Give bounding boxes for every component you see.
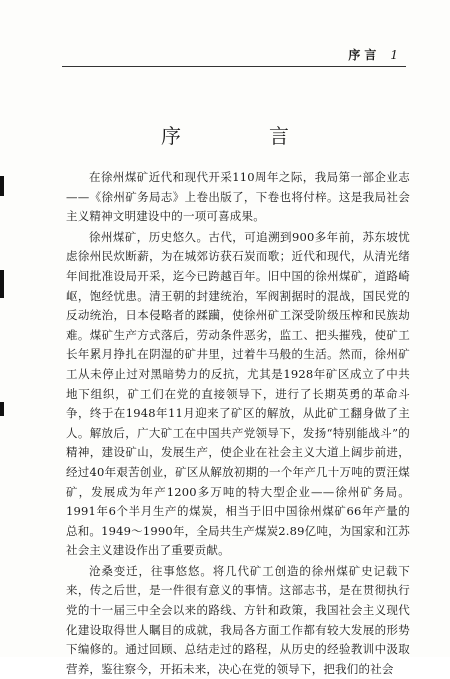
binding-mark — [0, 402, 4, 416]
binding-mark — [0, 270, 4, 298]
paragraph: 徐州煤矿，历史悠久。古代，可追溯到900多年前，苏东坡忧虑徐州民炊断薪，为在城郊访获石炭而歌；近代和现代，从清光绪年间批准设局开采，迄今已跨越百年。旧中国的徐州煤矿，道路崎岖，饱经忧患。清王朝的封建统治，军阀割据时的混战，国民党的反动统治，日本侵略者的蹂躏，使徐州矿工深受阶级压榨和民族劫难。煤矿生产方式落后，劳动条件恶劣，监工、把头摧残，使矿工长年累月挣扎在阴湿的矿井里，过着牛马般的生活。然而，徐州矿工从未停止过对黑暗势力的反抗，尤其是1928年矿区成立了中共地下组织，矿工们在党的直接领导下，进行了长期英勇的革命斗争，终于在1948年11月迎来了矿区的解放，从此矿工翻身做了主人。解放后，广大矿工在中国共产党领导下，发扬“特别能战斗”的精神，建设矿山，发展生产，使企业在社会主义大道上阔步前进，经过40年艰苦创业，矿区从解放初期的一个年产几十万吨的贾汪煤矿，发展成为年产1200多万吨的特大型企业——徐州矿务局。1991年6个半月生产的煤炭，相当于旧中国徐州煤矿66年产量的总和。1949～1990年，全局共生产煤炭2.89亿吨，为国家和江苏社会主义建设作出了重要贡献。 — [66, 229, 410, 558]
page-number: 1 — [390, 48, 398, 62]
binding-mark — [0, 176, 4, 196]
header-rule — [62, 66, 406, 67]
paragraph: 在徐州煤矿近代和现代开采110周年之际，我局第一部企业志——《徐州矿务局志》上卷出版了，下卷也将付梓。这是我局社会主义精神文明建设中的一项可喜成果。 — [66, 170, 410, 224]
running-header-section: 序言 — [348, 48, 381, 62]
body-text — [66, 168, 410, 679]
running-header — [348, 46, 398, 63]
paragraph: 沧桑变迁，往事悠悠。将几代矿工创造的徐州煤矿史记载下来，传之后世，是一件很有意义的事情。这部志书，是在贯彻执行党的十一届三中全会以来的路线、方针和政策，我国社会主义现代化建设取得世人瞩目的成就，我局各方面工作都有较大发展的形势下编修的。通过回顾、总结走过的路程，从历史的经验教训中汲取营养，鉴往察今，开拓未来，决心在党的领导下，把我们的社会 — [66, 563, 410, 676]
page-title: 序 言 — [161, 124, 323, 148]
